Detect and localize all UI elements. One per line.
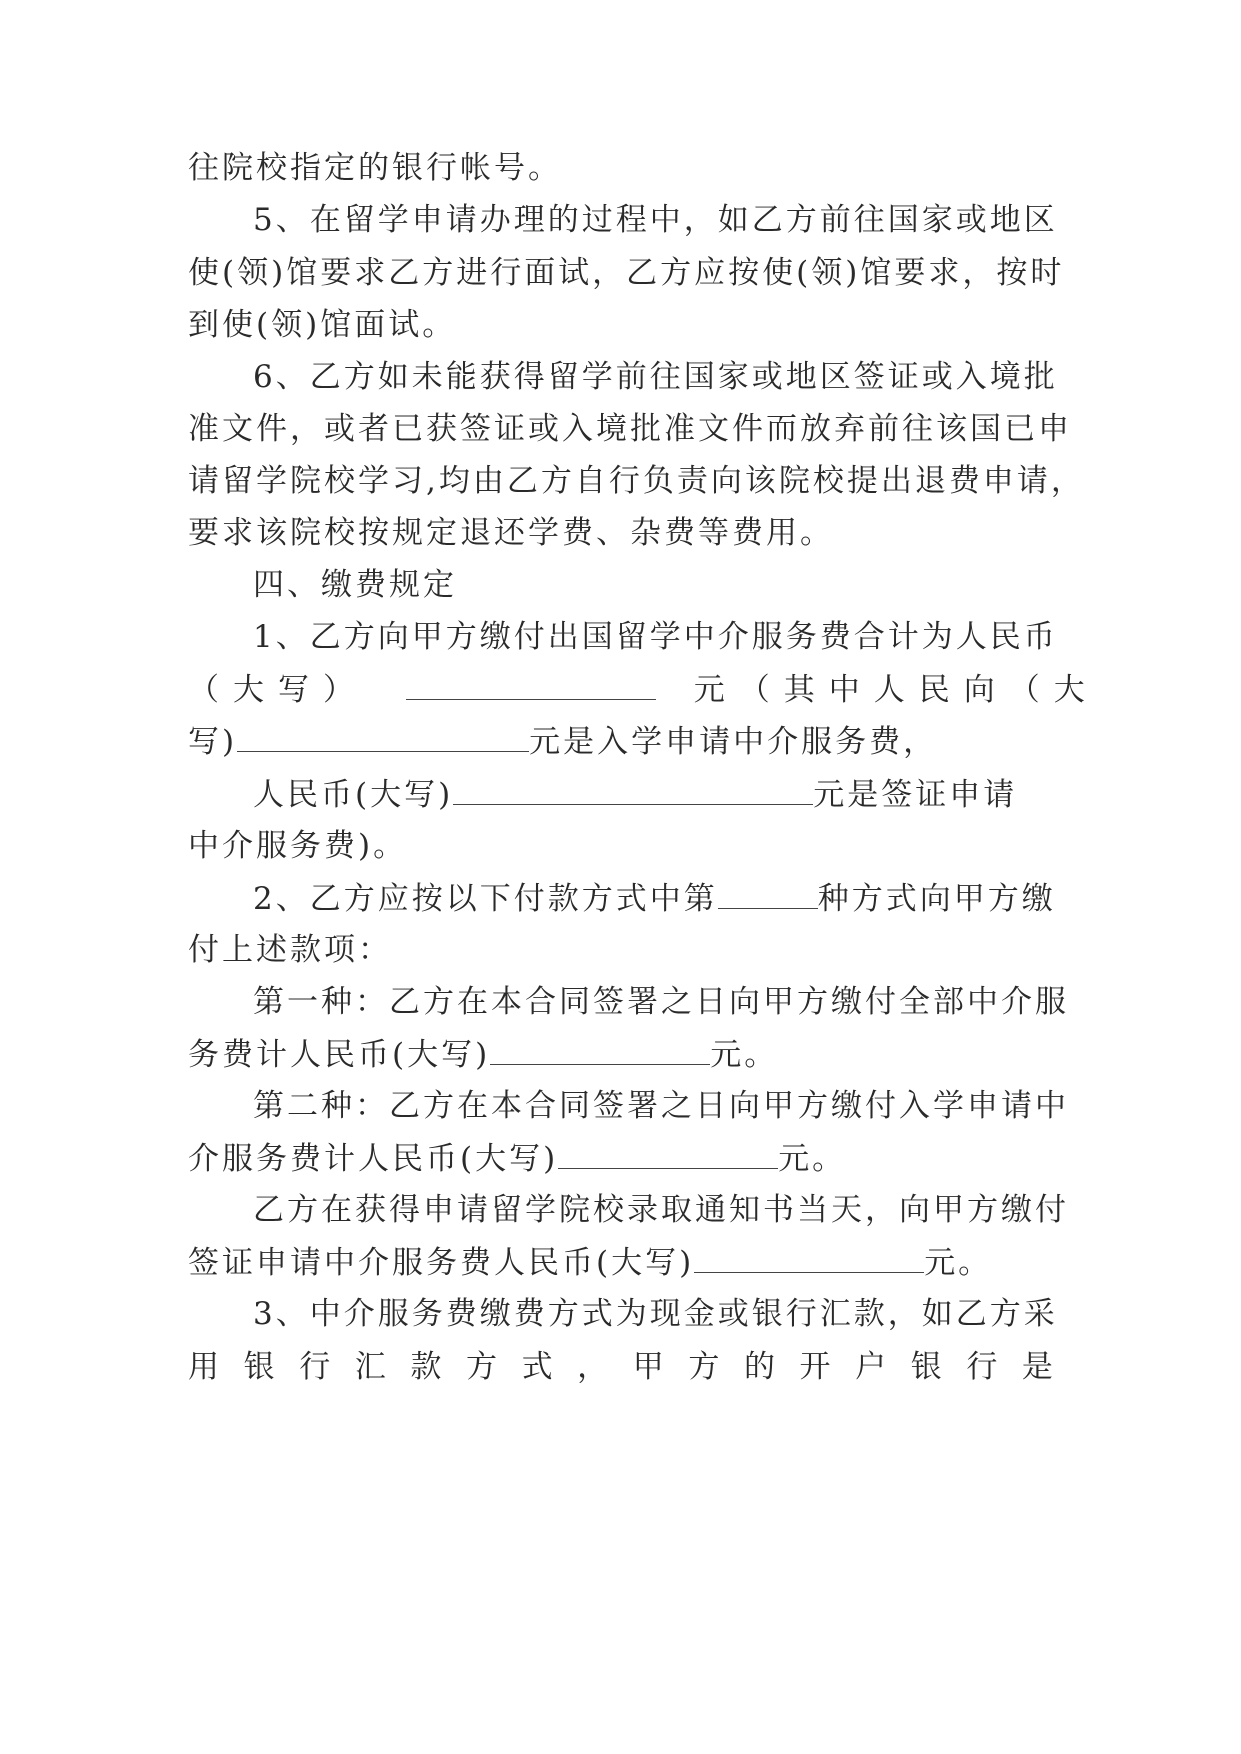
text-line: 3、中介服务费缴费方式为现金或银行汇款，如乙方采 [253, 1296, 1058, 1332]
text-line: 第一种：乙方在本合同签署之日向甲方缴付全部中介服 [253, 984, 1069, 1020]
fee-label: 写) [188, 724, 238, 760]
text-line: 付上述款项： [188, 932, 392, 968]
fee-label: 元（其中人民向（大 [693, 672, 1099, 708]
payment-label: 签证申请中介服务费人民币(大写) [188, 1245, 695, 1281]
amount-blank[interactable] [453, 774, 813, 805]
text-line: 5、在留学申请办理的过程中，如乙方前往国家或地区 [253, 202, 1058, 238]
payment-label: 种方式向甲方缴 [817, 881, 1056, 917]
text-line: 到使(领)馆面试。 [188, 307, 457, 343]
text-line [188, 1347, 1053, 1387]
fee-label: 人民币(大写) [253, 777, 454, 813]
text-line: 要求该院校按规定退还学费、杂费等费用。 [188, 515, 834, 551]
section-heading: 四、缴费规定 [253, 567, 457, 603]
fee-line [188, 721, 1053, 761]
text-line: 乙方在获得申请留学院校录取通知书当天，向甲方缴付 [253, 1192, 1069, 1228]
char: 式 [521, 1349, 553, 1385]
char: 方 [465, 1349, 497, 1385]
text-line: 请留学院校学习,均由乙方自行负责向该院校提出退费申请， [188, 463, 1085, 499]
payment-line [188, 1242, 1053, 1282]
char: 汇 [354, 1349, 386, 1385]
payment-label: 元。 [778, 1141, 847, 1177]
amount-blank[interactable] [490, 1034, 710, 1065]
char: 银 [910, 1349, 942, 1385]
char: 户 [855, 1349, 887, 1385]
payment-label: 介服务费计人民币(大写) [188, 1141, 559, 1177]
payment-label: 元。 [924, 1245, 993, 1281]
payment-label: 务费计人民币(大写) [188, 1037, 491, 1073]
payment-label: 2、乙方应按以下付款方式中第 [253, 881, 718, 917]
text-line: 1、乙方向甲方缴付出国留学中介服务费合计为人民币 [253, 619, 1058, 655]
amount-blank[interactable] [694, 1242, 924, 1273]
fee-line [188, 669, 1099, 709]
amount-blank[interactable] [237, 721, 529, 752]
char: 方 [688, 1349, 720, 1385]
payment-label: 元。 [710, 1037, 779, 1073]
char: 是 [1021, 1349, 1053, 1385]
fee-label: （大写） [188, 672, 368, 708]
char: 用 [188, 1349, 219, 1385]
char: 开 [799, 1349, 831, 1385]
char: 行 [299, 1349, 331, 1385]
amount-blank[interactable] [406, 669, 656, 700]
fee-label: 元是入学申请中介服务费， [529, 724, 938, 760]
text-line: 第二种：乙方在本合同签署之日向甲方缴付入学申请中 [253, 1088, 1069, 1124]
text-line: 使(领)馆要求乙方进行面试，乙方应按使(领)馆要求，按时 [188, 255, 1065, 291]
char: 甲 [632, 1349, 664, 1385]
amount-blank[interactable] [558, 1138, 778, 1169]
fee-label: 元是签证申请 [813, 777, 1018, 813]
char: 的 [743, 1349, 775, 1385]
text-line: 6、乙方如未能获得留学前往国家或地区签证或入境批 [253, 359, 1058, 395]
char: ， [577, 1349, 609, 1385]
char: 款 [410, 1349, 442, 1385]
payment-line [188, 1138, 1053, 1178]
text-line: 中介服务费)。 [188, 828, 408, 864]
option-blank[interactable] [718, 878, 818, 909]
payment-line [253, 878, 1056, 918]
text-line: 往院校指定的银行帐号。 [188, 150, 562, 186]
fee-line [253, 774, 1053, 814]
payment-line [188, 1034, 1053, 1074]
char: 行 [966, 1349, 998, 1385]
text-line: 准文件，或者已获签证或入境批准文件而放弃前往该国已申 [188, 411, 1072, 447]
char: 银 [243, 1349, 275, 1385]
